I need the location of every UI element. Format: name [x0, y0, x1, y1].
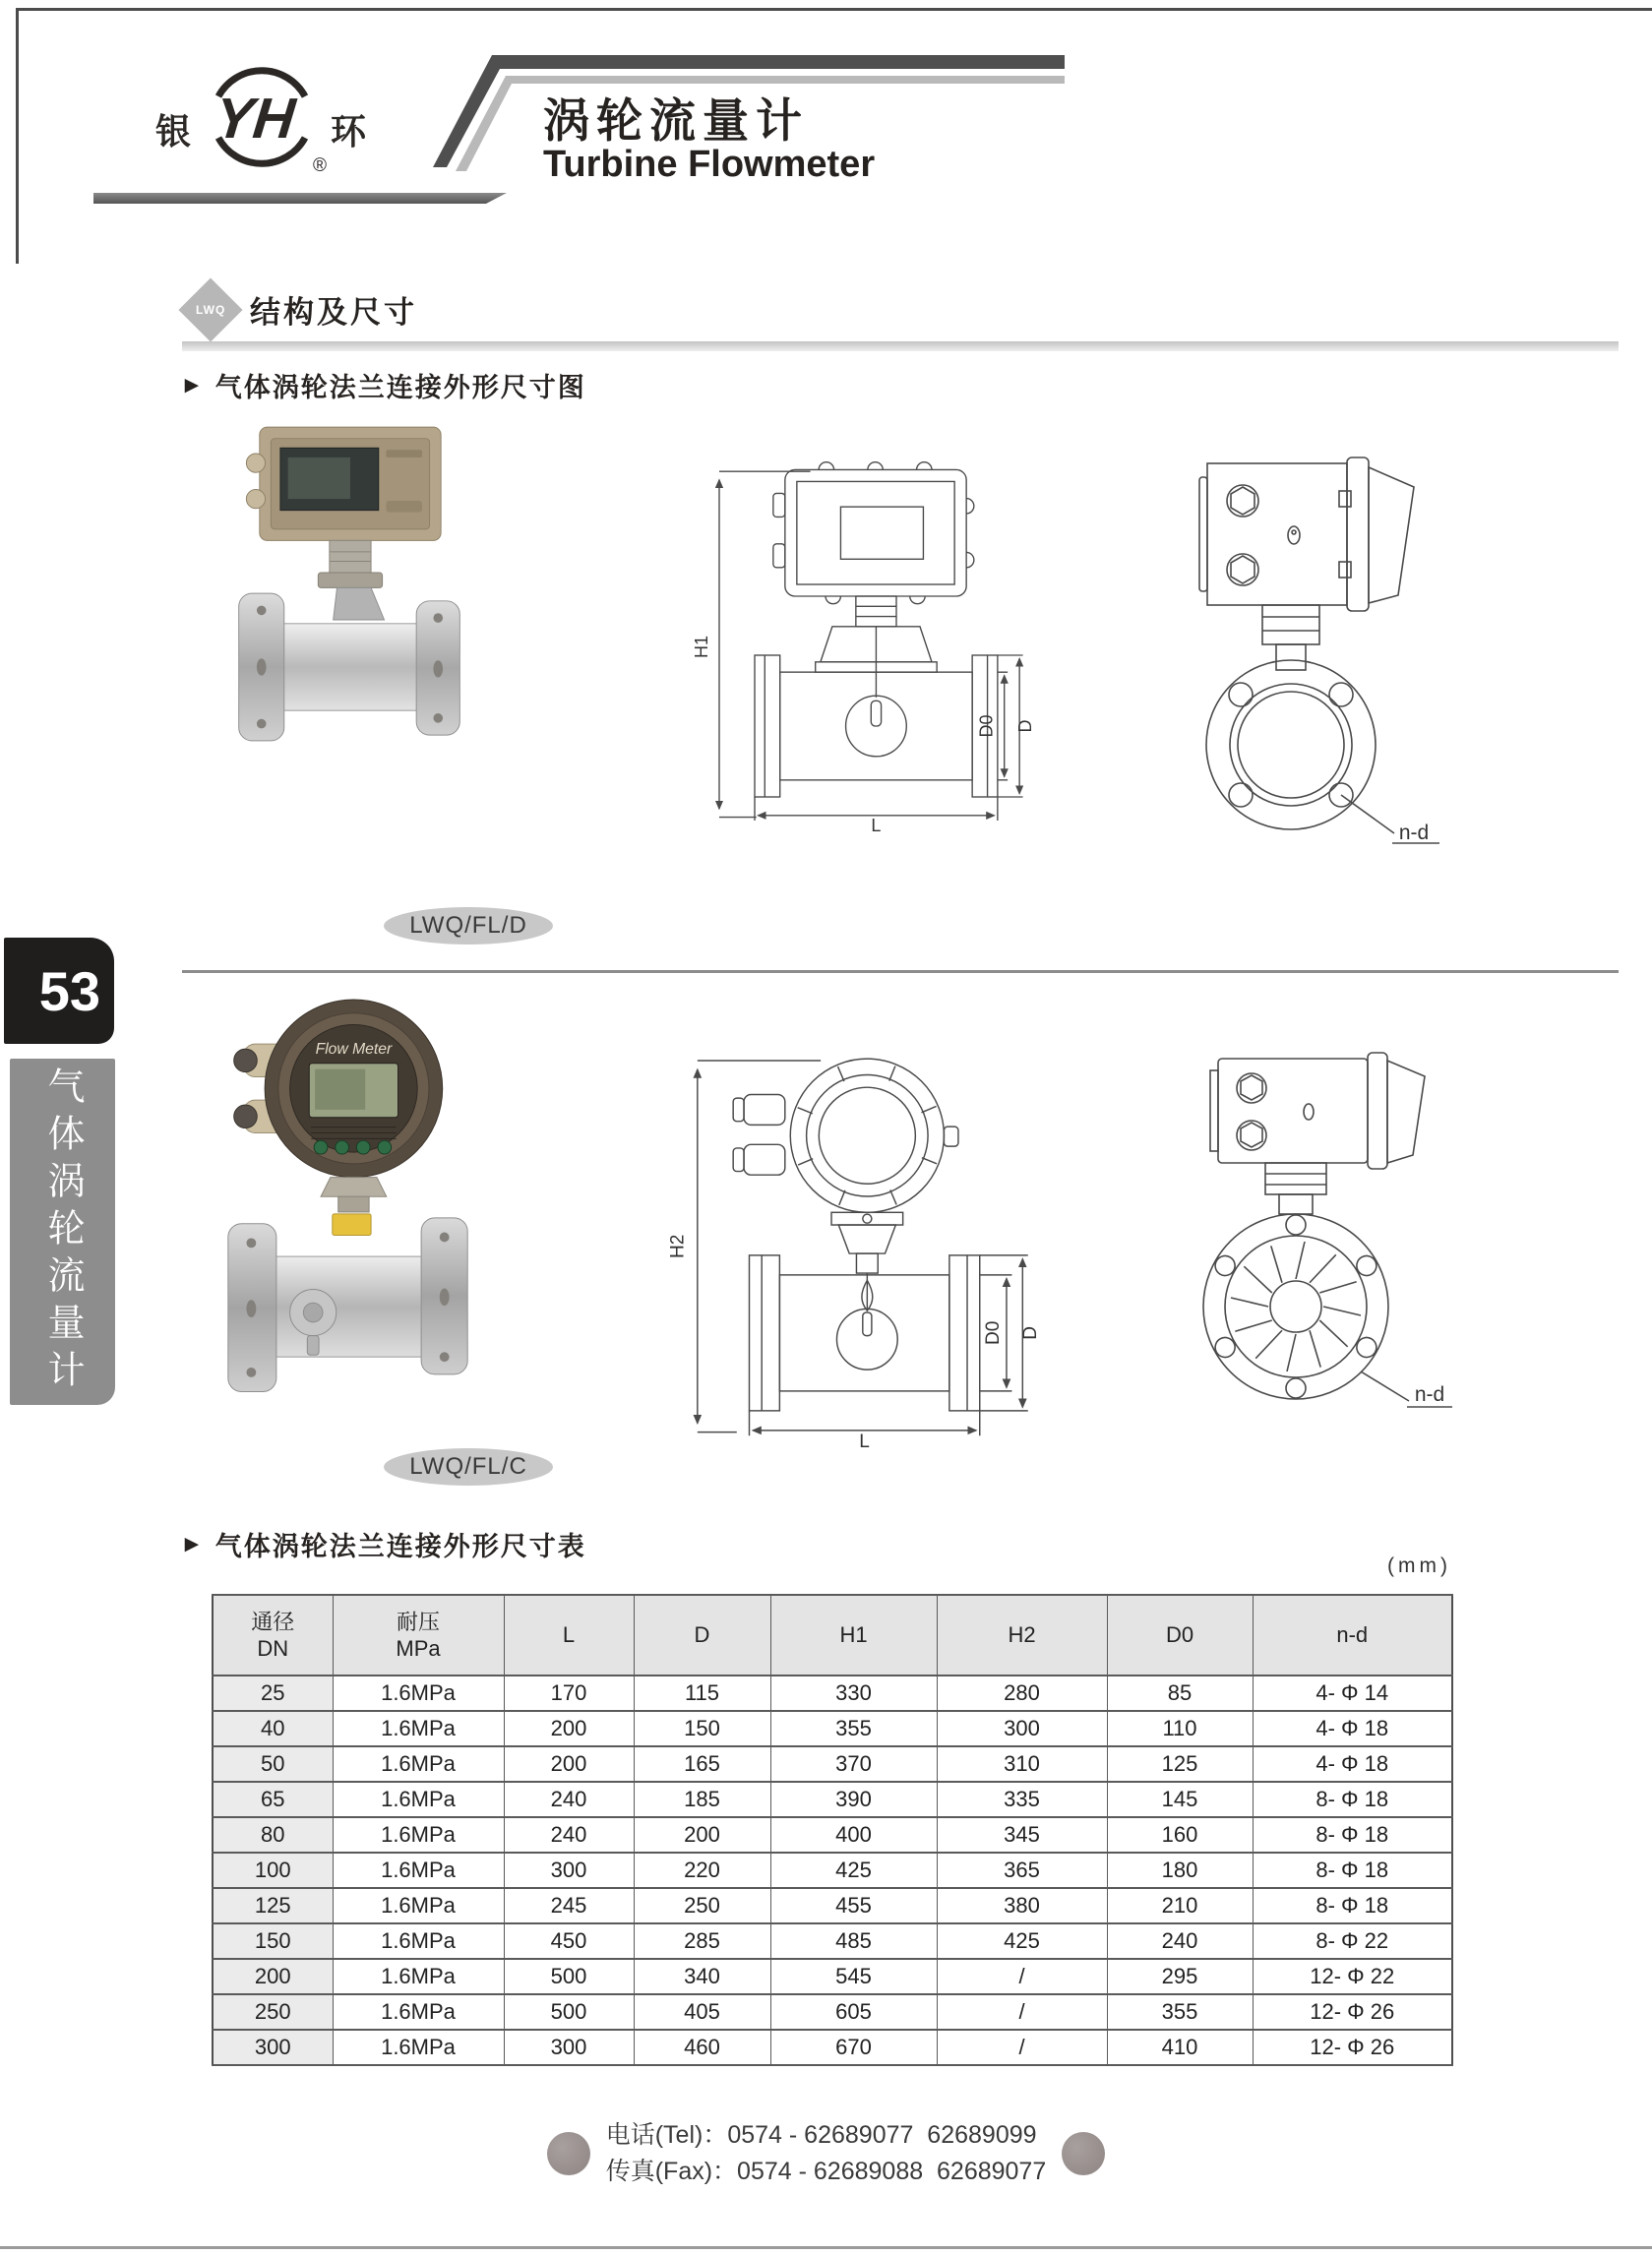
- table-cell: 80: [213, 1817, 333, 1853]
- table-header-cell: D: [634, 1595, 770, 1676]
- table-cell: 485: [770, 1923, 937, 1959]
- table-cell: 410: [1107, 2030, 1253, 2065]
- table-cell: 1.6MPa: [333, 1888, 504, 1923]
- table-cell: 1.6MPa: [333, 1746, 504, 1782]
- table-cell: /: [937, 1959, 1107, 1994]
- table-cell: 310: [937, 1746, 1107, 1782]
- table-header-row: [213, 1595, 1452, 1676]
- sidebar-page-number-tab: [4, 938, 114, 1044]
- page-number: 53: [38, 959, 100, 1022]
- brand-logo-icon: [203, 55, 321, 183]
- table-cell: 1.6MPa: [333, 1853, 504, 1888]
- table-cell: 180: [1107, 1853, 1253, 1888]
- table-row: [213, 1746, 1452, 1782]
- sidebar-category-tab: [10, 1059, 115, 1405]
- table-cell: 145: [1107, 1782, 1253, 1817]
- dim-label-h1: H1: [692, 635, 711, 658]
- dim-label-h2: H2: [667, 1234, 689, 1258]
- table-cell: 40: [213, 1711, 333, 1746]
- table-cell: 300: [937, 1711, 1107, 1746]
- table-cell: 1.6MPa: [333, 1923, 504, 1959]
- unit-note: (mm): [1387, 1554, 1451, 1577]
- table-cell: 425: [770, 1853, 937, 1888]
- top-border-rule: [16, 8, 1652, 11]
- dim-label-nd: n-d: [1398, 822, 1430, 844]
- drawing-side-lwq-fl-c: [1132, 1045, 1456, 1438]
- table-cell: 355: [1107, 1994, 1253, 2030]
- table-header-cell: L: [504, 1595, 634, 1676]
- registered-mark: ®: [313, 155, 327, 176]
- arrow-right-icon: ►: [180, 371, 206, 398]
- table-cell: 12- Φ 26: [1253, 2030, 1452, 2065]
- table-cell: 500: [504, 1994, 634, 2030]
- table-header-cell: H1: [770, 1595, 937, 1676]
- table-cell: 1.6MPa: [333, 1782, 504, 1817]
- table-cell: /: [937, 2030, 1107, 2065]
- dim-label-d0: D0: [976, 714, 997, 738]
- table-cell: 4- Φ 18: [1253, 1711, 1452, 1746]
- photo-lwq-fl-c: [218, 992, 479, 1427]
- table-cell: 1.6MPa: [333, 1711, 504, 1746]
- table-cell: 370: [770, 1746, 937, 1782]
- drawing-side-lwq-fl-d: [1146, 448, 1441, 871]
- footer-dot-icon: [1062, 2132, 1105, 2175]
- table-header-cell: D0: [1107, 1595, 1253, 1676]
- table-cell: 460: [634, 2030, 770, 2065]
- drawing-front-lwq-fl-c: [654, 1041, 1048, 1448]
- table-cell: 380: [937, 1888, 1107, 1923]
- dim-label-nd: n-d: [1414, 1383, 1445, 1406]
- table-cell: 390: [770, 1782, 937, 1817]
- sidebar-category-title: 气体涡轮流量计: [41, 1067, 83, 1397]
- table-cell: 1.6MPa: [333, 1994, 504, 2030]
- table-cell: 425: [937, 1923, 1107, 1959]
- footer-dot-icon: [547, 2132, 590, 2175]
- dim-label-d: D: [1019, 1325, 1041, 1340]
- table-cell: 12- Φ 22: [1253, 1959, 1452, 1994]
- table-cell: 280: [937, 1676, 1107, 1711]
- model-label-text: LWQ/FL/C: [409, 1453, 527, 1480]
- table-cell: 250: [634, 1888, 770, 1923]
- table-row: [213, 1923, 1452, 1959]
- table-row: [213, 1888, 1452, 1923]
- table-cell: 220: [634, 1853, 770, 1888]
- table-cell: 160: [1107, 1817, 1253, 1853]
- table-subheading: [180, 1525, 586, 1563]
- table-cell: 165: [634, 1746, 770, 1782]
- table-cell: 240: [504, 1817, 634, 1853]
- table-cell: 300: [504, 1853, 634, 1888]
- table-cell: 150: [213, 1923, 333, 1959]
- table-cell: 65: [213, 1782, 333, 1817]
- dim-label-l: L: [859, 1432, 870, 1448]
- table-cell: 450: [504, 1923, 634, 1959]
- dim-label-d: D: [1015, 719, 1036, 733]
- table-cell: 200: [504, 1746, 634, 1782]
- table-row: [213, 1711, 1452, 1746]
- figure-divider-line: [182, 970, 1619, 973]
- table-cell: 100: [213, 1853, 333, 1888]
- table-cell: 330: [770, 1676, 937, 1711]
- table-cell: 405: [634, 1994, 770, 2030]
- table-cell: 1.6MPa: [333, 1676, 504, 1711]
- logo-text-left: 银: [155, 111, 192, 152]
- table-row: [213, 1853, 1452, 1888]
- table-row: [213, 1994, 1452, 2030]
- table-cell: 285: [634, 1923, 770, 1959]
- table-cell: /: [937, 1994, 1107, 2030]
- table-cell: 4- Φ 14: [1253, 1676, 1452, 1711]
- figure-subheading-label: 气体涡轮法兰连接外形尺寸图: [214, 373, 586, 402]
- table-cell: 1.6MPa: [333, 2030, 504, 2065]
- table-header-cell: H2: [937, 1595, 1107, 1676]
- table-cell: 1.6MPa: [333, 1817, 504, 1853]
- table-cell: 545: [770, 1959, 937, 1994]
- table-cell: 8- Φ 18: [1253, 1817, 1452, 1853]
- table-cell: 335: [937, 1782, 1107, 1817]
- table-cell: 25: [213, 1676, 333, 1711]
- dimension-table: [212, 1594, 1453, 2066]
- table-cell: 125: [1107, 1746, 1253, 1782]
- table-row: [213, 1959, 1452, 1994]
- page-title-en: Turbine Flowmeter: [543, 144, 876, 185]
- table-cell: 240: [504, 1782, 634, 1817]
- table-cell: 455: [770, 1888, 937, 1923]
- table-header-cell: 耐压 MPa: [333, 1595, 504, 1676]
- section-badge-label: LWQ: [195, 302, 226, 317]
- table-row: [213, 2030, 1452, 2065]
- left-border-rule: [16, 8, 19, 264]
- table-cell: 115: [634, 1676, 770, 1711]
- table-cell: 4- Φ 18: [1253, 1746, 1452, 1782]
- table-cell: 210: [1107, 1888, 1253, 1923]
- table-subheading-label: 气体涡轮法兰连接外形尺寸表: [214, 1532, 586, 1561]
- table-row: [213, 1676, 1452, 1711]
- footer-contact: [0, 2117, 1652, 2190]
- arrow-right-icon: ►: [180, 1530, 206, 1557]
- table-cell: 8- Φ 18: [1253, 1782, 1452, 1817]
- table-cell: 50: [213, 1746, 333, 1782]
- table-cell: 295: [1107, 1959, 1253, 1994]
- photo-lwq-fl-d: [231, 421, 467, 771]
- model-label-lwq-fl-d: [384, 907, 553, 945]
- table-cell: 400: [770, 1817, 937, 1853]
- table-cell: 110: [1107, 1711, 1253, 1746]
- table-cell: 300: [213, 2030, 333, 2065]
- bottom-border-rule: [0, 2246, 1652, 2249]
- section-heading: 结构及尺寸: [250, 295, 417, 330]
- table-cell: 12- Φ 26: [1253, 1994, 1452, 2030]
- table-header-cell: 通径 DN: [213, 1595, 333, 1676]
- logo-monogram: YH: [212, 87, 298, 151]
- drawing-front-lwq-fl-d: [684, 455, 1038, 832]
- table-cell: 200: [634, 1817, 770, 1853]
- table-cell: 500: [504, 1959, 634, 1994]
- section-divider-bar: [182, 341, 1619, 351]
- dim-label-d0: D0: [982, 1320, 1004, 1346]
- table-cell: 125: [213, 1888, 333, 1923]
- table-header-cell: n-d: [1253, 1595, 1452, 1676]
- footer-fax: 传真(Fax)：0574 - 62689088 62689077: [605, 2158, 1047, 2185]
- table-cell: 170: [504, 1676, 634, 1711]
- table-cell: 355: [770, 1711, 937, 1746]
- device-display-title: Flow Meter: [315, 1040, 393, 1058]
- table-cell: 365: [937, 1853, 1107, 1888]
- logo-text-right: 环: [331, 111, 367, 152]
- table-cell: 8- Φ 18: [1253, 1853, 1452, 1888]
- table-cell: 340: [634, 1959, 770, 1994]
- table-cell: 670: [770, 2030, 937, 2065]
- logo-underline-bar: [93, 193, 507, 204]
- table-cell: 8- Φ 18: [1253, 1888, 1452, 1923]
- table-cell: 185: [634, 1782, 770, 1817]
- table-cell: 345: [937, 1817, 1107, 1853]
- table-cell: 85: [1107, 1676, 1253, 1711]
- table-cell: 250: [213, 1994, 333, 2030]
- table-cell: 8- Φ 22: [1253, 1923, 1452, 1959]
- table-cell: 245: [504, 1888, 634, 1923]
- figure-subheading: [180, 366, 586, 404]
- table-cell: 605: [770, 1994, 937, 2030]
- table-cell: 1.6MPa: [333, 1959, 504, 1994]
- dim-label-l: L: [871, 816, 882, 832]
- table-cell: 300: [504, 2030, 634, 2065]
- table-cell: 150: [634, 1711, 770, 1746]
- table-row: [213, 1782, 1452, 1817]
- section-badge-diamond: [178, 277, 242, 341]
- table-cell: 200: [504, 1711, 634, 1746]
- model-label-text: LWQ/FL/D: [409, 912, 527, 939]
- table-cell: 200: [213, 1959, 333, 1994]
- table-row: [213, 1817, 1452, 1853]
- model-label-lwq-fl-c: [384, 1448, 553, 1486]
- footer-tel: 电话(Tel)：0574 - 62689077 62689099: [605, 2121, 1037, 2149]
- table-cell: 240: [1107, 1923, 1253, 1959]
- page-title-zh: 涡轮流量计: [543, 94, 809, 147]
